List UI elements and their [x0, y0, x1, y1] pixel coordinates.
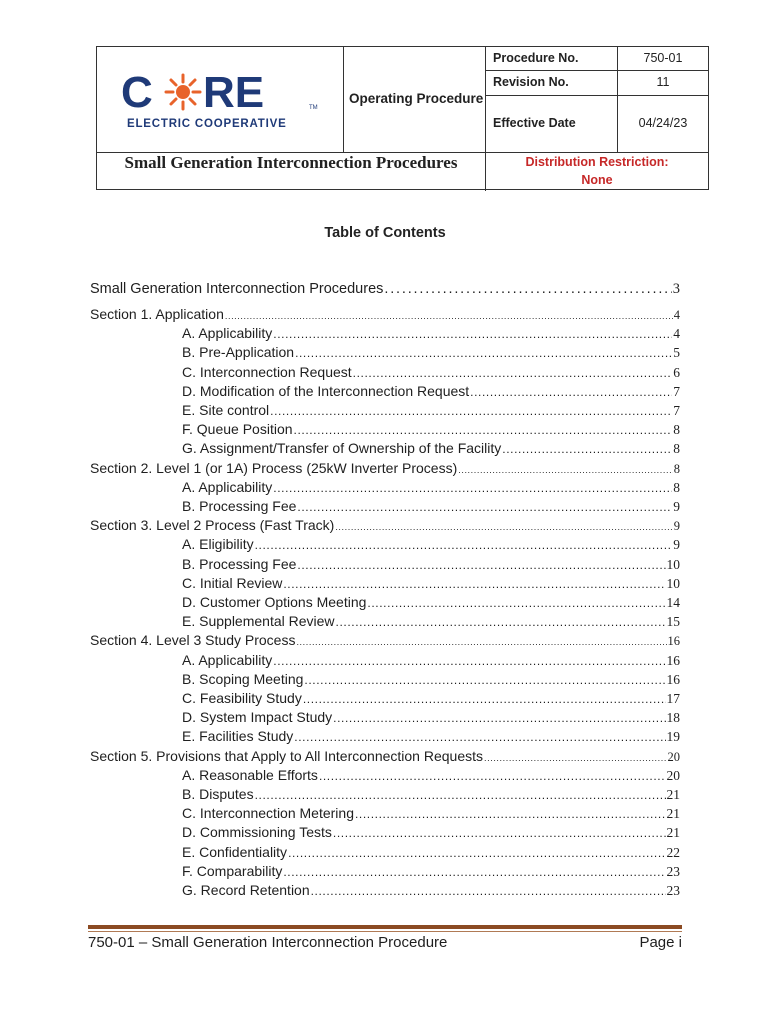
toc-entry-title: Small Generation Interconnection Procedures — [90, 281, 384, 297]
dot-leader — [273, 481, 672, 495]
dot-leader — [295, 346, 672, 360]
toc-entry-title: A. Applicability — [182, 325, 273, 342]
toc-entry-page: 4 — [673, 308, 680, 322]
toc-entry-page: 9 — [673, 499, 680, 514]
toc-entry[interactable] — [182, 709, 680, 726]
toc-entry[interactable] — [182, 536, 680, 553]
toc-entry-page: 8 — [673, 441, 680, 457]
divider — [485, 95, 709, 96]
toc-entry-page: 23 — [666, 863, 680, 879]
toc-entry[interactable] — [182, 479, 680, 496]
distribution-value: None — [581, 173, 613, 187]
toc-entry-page: 20 — [667, 749, 680, 764]
toc-entry[interactable] — [90, 632, 680, 649]
toc-entry[interactable] — [182, 786, 680, 803]
toc-entry[interactable] — [90, 281, 680, 298]
dot-leader — [225, 311, 673, 321]
dot-leader — [273, 654, 665, 668]
toc-entry-title: D. Customer Options Meeting — [182, 594, 367, 610]
svg-text:C: C — [121, 68, 153, 117]
revision-no-label: Revision No. — [493, 75, 569, 89]
toc-entry-page: 21 — [666, 787, 680, 802]
toc-entry-title: Section 5. Provisions that Apply to All Interconnection Requests — [90, 747, 484, 764]
document-header — [96, 46, 709, 190]
toc-entry[interactable] — [182, 402, 680, 419]
toc-entry[interactable] — [90, 306, 680, 323]
dot-leader — [502, 442, 672, 456]
toc-entry-title: G. Record Retention — [182, 882, 310, 898]
toc-entry[interactable] — [182, 440, 680, 457]
toc-entry-page: 8 — [673, 422, 680, 438]
dot-leader — [355, 807, 666, 821]
toc-entry-title: E. Supplemental Review — [182, 613, 335, 630]
dot-leader — [273, 327, 672, 341]
dot-leader — [297, 500, 672, 514]
toc-entry-page: 23 — [666, 883, 680, 898]
dot-leader — [335, 522, 672, 532]
toc-entry-page: 3 — [672, 281, 680, 297]
toc-entry[interactable] — [182, 344, 680, 361]
toc-entry-title: Section 3. Level 2 Process (Fast Track) — [90, 517, 335, 534]
dot-leader — [484, 753, 666, 763]
dot-leader — [384, 281, 671, 297]
core-logo — [119, 65, 319, 135]
distribution-label: Distribution Restriction: — [525, 155, 669, 169]
toc-entry-title: Section 4. Level 3 Study Process — [90, 632, 296, 649]
footer-rule-thin — [88, 931, 682, 932]
dot-leader — [470, 385, 672, 399]
toc-entry-page: 4 — [673, 326, 680, 342]
revision-no-value: 11 — [656, 75, 670, 89]
toc-entry-page: 10 — [666, 556, 680, 572]
dot-leader — [255, 538, 673, 552]
toc-entry[interactable] — [182, 824, 680, 841]
toc-entry-title: B. Processing Fee — [182, 498, 297, 514]
dot-leader — [296, 637, 666, 647]
document-title: Small Generation Interconnection Procedures — [124, 153, 458, 172]
toc-entry[interactable] — [182, 767, 680, 784]
toc-entry[interactable] — [182, 844, 680, 861]
toc-entry[interactable] — [90, 460, 680, 477]
toc-entry-title: D. System Impact Study — [182, 709, 333, 726]
toc-entry-title: B. Disputes — [182, 786, 254, 802]
dot-leader — [294, 423, 673, 437]
toc-entry[interactable] — [182, 364, 680, 381]
toc-entry-page: 16 — [666, 671, 680, 687]
dot-leader — [288, 846, 665, 860]
toc-entry-page: 16 — [667, 634, 680, 649]
toc-entry-title: A. Reasonable Efforts — [182, 766, 318, 783]
footer-page-number: Page i — [639, 934, 682, 951]
toc-entry-title: D. Modification of the Interconnection Request — [182, 382, 470, 399]
toc-entry[interactable] — [182, 613, 680, 630]
toc-entry-title: D. Commissioning Tests — [182, 824, 332, 841]
dot-leader — [304, 673, 665, 687]
dot-leader — [336, 615, 666, 629]
toc-entry[interactable] — [182, 325, 680, 342]
toc-entry[interactable] — [182, 882, 680, 899]
toc-entry-title: E. Confidentiality — [182, 843, 288, 860]
toc-entry-page: 8 — [673, 479, 680, 495]
toc-entry-page: 9 — [673, 519, 680, 534]
toc-entry-page: 20 — [666, 767, 680, 783]
distribution-restriction — [485, 153, 709, 189]
toc-entry-page: 22 — [666, 844, 680, 860]
toc-entry-title: F. Comparability — [182, 862, 283, 879]
toc-entry-page: 21 — [666, 825, 680, 841]
toc-entry-title: Section 2. Level 1 (or 1A) Process (25kW Inverter Process) — [90, 459, 458, 476]
effective-date-label: Effective Date — [493, 116, 576, 130]
toc-entry[interactable] — [182, 728, 680, 745]
toc-entry[interactable] — [182, 671, 680, 688]
dot-leader — [303, 692, 666, 706]
dot-leader — [319, 769, 666, 783]
toc-entry[interactable] — [182, 421, 680, 438]
toc-entry[interactable] — [182, 863, 680, 880]
toc-entry-title: A. Applicability — [182, 651, 273, 668]
dot-leader — [353, 366, 673, 380]
toc-entry-page: 10 — [666, 575, 680, 591]
toc-entry-page: 18 — [666, 710, 680, 726]
dot-leader — [458, 465, 673, 475]
sunburst-icon — [166, 75, 200, 109]
dot-leader — [367, 596, 665, 610]
dot-leader — [294, 730, 665, 744]
toc-entry-title: A. Applicability — [182, 478, 273, 495]
toc-entry-page: 15 — [666, 614, 680, 630]
toc-entry-page: 21 — [666, 806, 680, 822]
toc-entry-title: E. Facilities Study — [182, 728, 294, 745]
svg-text:RE: RE — [203, 68, 265, 117]
toc-entry-title: C. Interconnection Request — [182, 363, 352, 380]
svg-text:TM: TM — [309, 105, 318, 111]
toc-entry-page: 16 — [666, 652, 680, 668]
divider — [343, 47, 344, 152]
dot-leader — [333, 826, 666, 840]
toc-entry[interactable] — [182, 556, 680, 573]
divider — [485, 70, 709, 71]
toc-entry-page: 19 — [666, 729, 680, 745]
toc-entry-page: 14 — [666, 595, 680, 610]
toc-entry-title: Section 1. Application — [90, 306, 224, 322]
toc-entry-page: 6 — [673, 364, 680, 380]
toc-entry[interactable] — [182, 575, 680, 592]
toc-entry[interactable] — [182, 690, 680, 707]
dot-leader — [311, 884, 666, 898]
toc-entry-page: 8 — [673, 461, 680, 476]
toc-entry-title: G. Assignment/Transfer of Ownership of the Facility — [182, 440, 502, 457]
toc-entry[interactable] — [90, 517, 680, 534]
operating-procedure-label: Operating Procedure — [349, 91, 484, 106]
svg-text:ELECTRIC COOPERATIVE: ELECTRIC COOPERATIVE — [127, 118, 287, 130]
toc-entry-title: B. Pre-Application — [182, 344, 295, 361]
toc-entry-title: C. Feasibility Study — [182, 690, 302, 706]
toc-entry[interactable] — [182, 652, 680, 669]
dot-leader — [283, 865, 665, 879]
footer-rule — [88, 925, 682, 929]
dot-leader — [297, 558, 665, 572]
toc-entry-page: 17 — [666, 691, 680, 706]
toc-entry-title: F. Queue Position — [182, 421, 293, 438]
procedure-no-value: 750-01 — [643, 51, 683, 65]
toc-entry-page: 5 — [673, 345, 680, 361]
toc-entry-title: C. Interconnection Metering — [182, 805, 354, 822]
toc-entry-title: E. Site control — [182, 402, 270, 418]
toc-entry[interactable] — [182, 805, 680, 822]
toc-heading: Table of Contents — [324, 225, 446, 241]
toc-entry[interactable] — [182, 498, 680, 515]
procedure-no-label: Procedure No. — [493, 51, 579, 65]
dot-leader — [270, 404, 672, 418]
dot-leader — [255, 788, 666, 802]
toc-entry-title: A. Eligibility — [182, 536, 254, 553]
footer-doc-id: 750-01 – Small Generation Interconnection Procedure — [88, 934, 448, 951]
dot-leader — [333, 711, 665, 725]
toc-entry-title: B. Scoping Meeting — [182, 670, 304, 687]
effective-date-value: 04/24/23 — [638, 116, 688, 130]
toc-entry-page: 7 — [673, 383, 680, 399]
toc-entry[interactable] — [90, 748, 680, 765]
toc-entry-page: 7 — [673, 403, 680, 418]
toc-entry[interactable] — [182, 594, 680, 611]
toc-entry-page: 9 — [673, 537, 680, 553]
toc-entry-title: B. Processing Fee — [182, 555, 297, 572]
toc-entry-title: C. Initial Review — [182, 574, 283, 591]
dot-leader — [283, 577, 665, 591]
toc-entry[interactable] — [182, 383, 680, 400]
